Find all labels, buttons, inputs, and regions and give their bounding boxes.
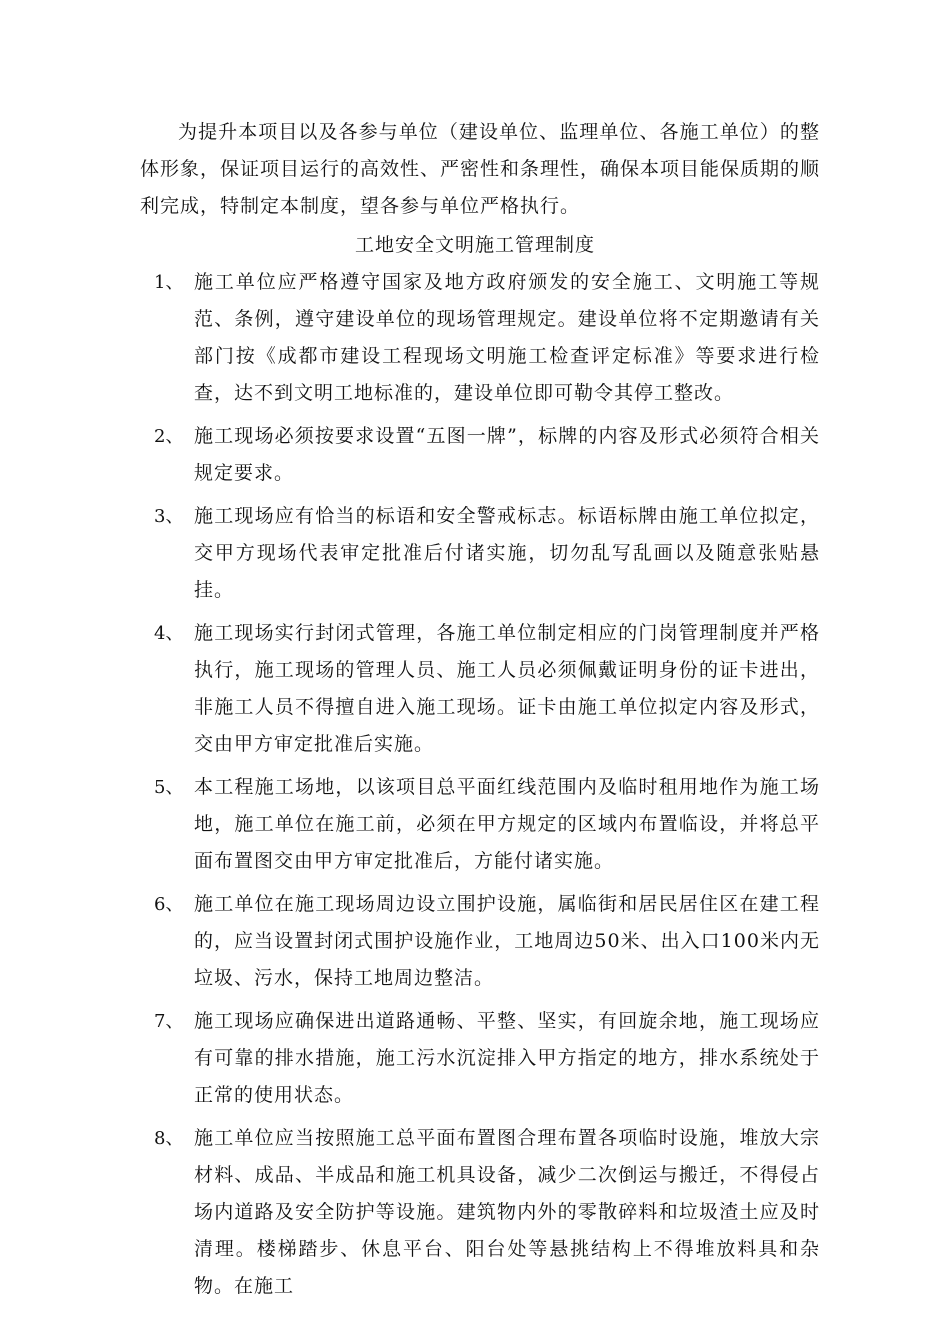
list-item <box>140 1120 820 1305</box>
item-text: 施工单位应当按照施工总平面布置图合理布置各项临时设施，堆放大宗材料、成品、半成品和施工机具设备，减少二次倒运与搬迁，不得侵占场内道路及安全防护等设施。建筑物内外的零散碎料和垃圾渣土应及时清理。楼梯踏步、休息平台、阳台处等悬挑结构上不得堆放料具和杂物。在施工 <box>194 1127 820 1297</box>
item-number: 2、 <box>154 426 184 447</box>
item-text: 施工现场实行封闭式管理，各施工单位制定相应的门岗管理制度并严格执行，施工现场的管理人员、施工人员必须佩戴证明身份的证卡进出，非施工人员不得擅自进入施工现场。证卡由施工单位拟定内容及形式，交由甲方审定批准后实施。 <box>194 622 820 755</box>
rules-list <box>140 264 820 1311</box>
item-text: 施工现场应确保进出道路通畅、平整、坚实，有回旋余地，施工现场应有可靠的排水措施，施工污水沉淀排入甲方指定的地方，排水系统处于正常的使用状态。 <box>194 1010 820 1106</box>
item-text: 施工现场必须按要求设置“五图一牌”，标牌的内容及形式必须符合相关规定要求。 <box>194 425 820 484</box>
list-item <box>140 769 820 880</box>
list-item <box>140 615 820 763</box>
item-number: 7、 <box>154 1011 184 1032</box>
item-number: 8、 <box>154 1128 184 1149</box>
list-item <box>140 886 820 997</box>
intro-paragraph: 为提升本项目以及各参与单位（建设单位、监理单位、各施工单位）的整体形象，保证项目运行的高效性、严密性和条理性，确保本项目能保质期的顺利完成，特制定本制度，望各参与单位严格执行。 <box>140 121 821 217</box>
item-text: 施工单位在施工现场周边设立围护设施，属临街和居民居住区在建工程的，应当设置封闭式围护设施作业，工地周边50米、出入口100米内无垃圾、污水，保持工地周边整洁。 <box>194 893 820 989</box>
list-item <box>140 498 820 609</box>
item-text: 施工单位应严格遵守国家及地方政府颁发的安全施工、文明施工等规范、条例，遵守建设单位的现场管理规定。建设单位将不定期邀请有关部门按《成都市建设工程现场文明施工检查评定标准》等要求进行检查，达不到文明工地标准的，建设单位即可勒令其停工整改。 <box>194 271 820 404</box>
list-item <box>140 264 820 412</box>
item-number: 3、 <box>154 506 184 527</box>
list-item <box>140 418 820 492</box>
item-text: 本工程施工场地，以该项目总平面红线范围内及临时租用地作为施工场地，施工单位在施工前，必须在甲方规定的区域内布置临设，并将总平面布置图交由甲方审定批准后，方能付诸实施。 <box>194 776 820 872</box>
item-number: 1、 <box>154 272 184 293</box>
item-number: 5、 <box>154 777 184 798</box>
section-title: 工地安全文明施工管理制度 <box>354 234 595 256</box>
list-item <box>140 1003 820 1114</box>
item-number: 6、 <box>154 894 184 915</box>
item-number: 4、 <box>154 623 184 644</box>
item-text: 施工现场应有恰当的标语和安全警戒标志。标语标牌由施工单位拟定，交甲方现场代表审定批准后付诸实施，切勿乱写乱画以及随意张贴悬挂。 <box>194 505 820 601</box>
